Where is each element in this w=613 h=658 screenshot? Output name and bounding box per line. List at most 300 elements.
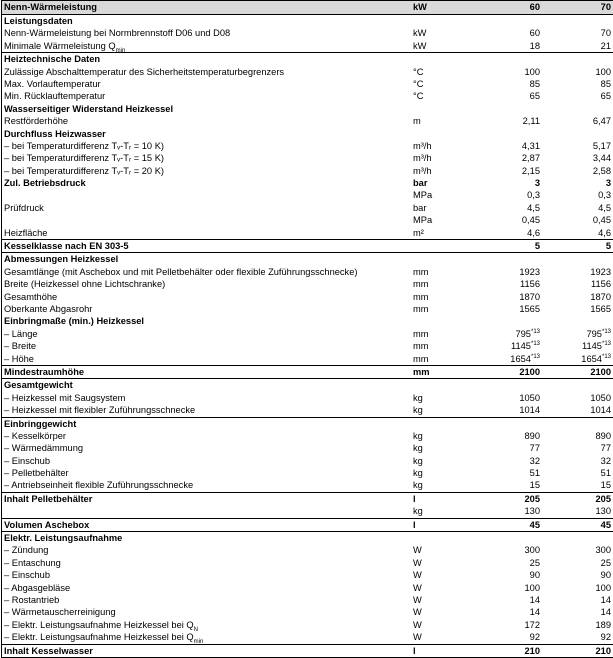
row-value-text: 210 <box>524 645 540 656</box>
row-value-text: 1014 <box>519 405 540 416</box>
row-label-subscript: min <box>115 47 126 53</box>
row-label <box>4 278 409 290</box>
section-title <box>4 128 409 140</box>
row-label-text: Inhalt Pelletbehälter <box>4 493 93 504</box>
row-label <box>4 291 409 303</box>
row-unit: MPa <box>413 190 433 201</box>
row-label-text: – Länge <box>4 328 38 339</box>
table-row <box>2 66 613 78</box>
row-label <box>4 479 409 491</box>
row-value-60 <box>530 569 540 581</box>
row-label-text: Leistungsdaten <box>4 16 73 26</box>
table-row <box>2 266 613 278</box>
row-value-text: 3,44 <box>592 153 611 164</box>
section-title <box>4 177 409 189</box>
table-row <box>2 430 613 442</box>
row-value-text: 14 <box>600 594 611 605</box>
row-value-text: 1565 <box>590 303 611 314</box>
table-row <box>2 239 613 252</box>
row-label-text: Zul. Betriebsdruck <box>4 178 86 189</box>
row-label <box>4 455 409 467</box>
row-label-text: Gesamthöhe <box>4 291 58 302</box>
row-label <box>4 202 409 214</box>
row-value-60 <box>522 152 540 164</box>
row-value-60 <box>527 227 540 239</box>
row-value-text: 130 <box>524 506 540 517</box>
row-value-footnote: *13 <box>530 341 540 348</box>
row-value-60 <box>511 340 540 352</box>
row-label-text: Prüfdruck <box>4 202 44 213</box>
row-value-70 <box>601 40 611 52</box>
row-unit: mm <box>413 266 429 277</box>
table-row <box>2 189 613 201</box>
row-value-70 <box>601 467 611 479</box>
row-value-text: 25 <box>600 557 611 568</box>
row-value-70 <box>590 366 611 378</box>
row-value-70 <box>606 240 611 252</box>
row-label <box>4 227 409 239</box>
row-label <box>4 569 409 581</box>
row-value-70 <box>581 353 611 365</box>
row-label <box>4 328 409 340</box>
row-label-text: – Elektr. Leistungsaufnahme Heizkessel bei Q <box>4 632 194 643</box>
table-row <box>2 152 613 164</box>
table-row <box>2 557 613 569</box>
table-row <box>2 165 613 177</box>
row-unit: m <box>413 116 421 127</box>
row-unit: l <box>413 519 416 530</box>
row-value-text: 1654 <box>581 353 602 364</box>
row-label-subscript: min <box>193 639 204 644</box>
section-title <box>4 103 409 115</box>
row-value-60 <box>530 519 540 531</box>
row-value-70 <box>590 404 611 416</box>
row-unit: m³/h <box>413 140 432 151</box>
row-value-text: 5 <box>534 241 540 252</box>
row-value-70 <box>601 78 611 90</box>
row-value-60 <box>515 328 540 340</box>
row-label <box>4 430 409 442</box>
row-value-text: 795 <box>586 328 602 339</box>
table-row <box>2 353 613 365</box>
row-value-70 <box>593 214 611 226</box>
row-value-text: 65 <box>529 91 540 102</box>
row-value-text: 85 <box>600 78 611 89</box>
row-unit: °C <box>413 66 424 77</box>
row-value-text: 1870 <box>590 291 611 302</box>
row-unit: kW <box>413 40 427 51</box>
row-value-60 <box>535 240 540 252</box>
row-label-text: Wasserseitiger Widerstand Heizkessel <box>4 103 174 114</box>
row-value-70 <box>593 140 611 152</box>
row-value-text: 14 <box>529 607 540 618</box>
table-row <box>2 442 613 454</box>
row-value-footnote: *13 <box>601 353 611 360</box>
table-row <box>2 492 613 505</box>
row-value-60 <box>520 278 540 290</box>
row-unit: mm <box>413 291 429 302</box>
row-value-text: 0,3 <box>527 190 540 201</box>
row-value-60 <box>524 430 540 442</box>
row-value-text: 1654 <box>510 353 531 364</box>
row-value-text: 0,3 <box>598 190 611 201</box>
row-value-70 <box>601 479 611 491</box>
row-value-70 <box>595 493 611 505</box>
row-value-text: 0,45 <box>592 215 611 226</box>
table-header-row <box>2 1 613 15</box>
row-value-text: 100 <box>524 66 540 77</box>
row-value-70 <box>601 455 611 467</box>
row-label-text: – Zündung <box>4 545 49 556</box>
row-value-text: 21 <box>600 40 611 51</box>
table-row <box>2 631 613 643</box>
row-label <box>4 140 409 152</box>
row-value-60 <box>530 442 540 454</box>
row-value-text: 1050 <box>519 392 540 403</box>
row-value-60 <box>524 645 540 657</box>
row-value-text: 172 <box>524 619 540 630</box>
row-value-text: 14 <box>529 594 540 605</box>
row-label <box>4 392 409 404</box>
row-value-70 <box>590 392 611 404</box>
header-unit: kW <box>413 2 427 12</box>
row-unit: mm <box>413 328 429 339</box>
row-value-text: 4,6 <box>527 227 540 238</box>
row-label-text: – bei Temperaturdifferenz Tᵥ-Tᵣ = 10 K) <box>4 140 164 151</box>
row-label <box>4 631 409 643</box>
table-row <box>2 505 613 517</box>
table-row <box>2 544 613 556</box>
row-value-text: 1156 <box>591 279 611 290</box>
row-label-text: – bei Temperaturdifferenz Tᵥ-Tᵣ = 15 K) <box>4 153 164 164</box>
row-label <box>4 404 409 416</box>
row-value-text: 1565 <box>519 303 540 314</box>
row-label-text: – Höhe <box>4 353 34 364</box>
row-label-text: Einbringgewicht <box>4 418 77 429</box>
row-label <box>4 340 409 352</box>
table-row <box>2 644 613 657</box>
row-value-text: 2,87 <box>521 153 540 164</box>
row-value-60 <box>530 479 540 491</box>
table-row <box>2 103 613 115</box>
row-value-text: 15 <box>600 480 611 491</box>
row-unit: kg <box>413 392 423 403</box>
row-value-text: 210 <box>595 645 611 656</box>
row-label-text: Minimale Wärmeleistung Q <box>4 40 116 51</box>
row-unit: MPa <box>413 215 433 226</box>
row-value-text: 32 <box>600 455 611 466</box>
row-value-60 <box>530 606 540 618</box>
row-label <box>4 115 409 127</box>
row-unit: mm <box>413 353 429 364</box>
row-label-text: – Abgasgebläse <box>4 582 71 593</box>
row-unit: l <box>413 493 416 504</box>
row-label <box>4 165 409 177</box>
section-title <box>4 418 409 430</box>
row-value-text: 189 <box>595 619 611 630</box>
row-unit: W <box>413 557 422 568</box>
row-value-60 <box>519 392 540 404</box>
row-label-text: – Rostantrieb <box>4 594 60 605</box>
row-label-text: – Heizkessel mit Saugsystem <box>4 392 126 403</box>
row-value-footnote: *13 <box>601 341 611 348</box>
row-value-text: 1145 <box>510 341 531 352</box>
row-value-60 <box>527 189 540 201</box>
row-value-70 <box>595 645 611 657</box>
row-value-text: 6,47 <box>592 116 611 127</box>
row-value-60 <box>524 619 540 631</box>
row-value-60 <box>524 505 540 517</box>
row-label <box>4 90 409 102</box>
row-label-subscript: N <box>193 626 198 632</box>
row-unit: kg <box>413 443 423 454</box>
row-value-70 <box>593 152 611 164</box>
row-label-text: – Kesselkörper <box>4 430 67 441</box>
row-value-text: 3 <box>605 178 611 189</box>
row-unit: kg <box>413 468 423 479</box>
row-value-text: 32 <box>529 455 540 466</box>
row-value-70 <box>606 177 611 189</box>
row-label-text: Gesamtlänge (mit Aschebox und mit Pelletbehälter oder flexible Zuführungsschnecke) <box>4 266 358 277</box>
row-value-text: 890 <box>524 430 540 441</box>
row-value-text: 300 <box>524 545 540 556</box>
row-label-text: Volumen Aschebox <box>4 519 90 530</box>
row-value-70 <box>595 582 611 594</box>
section-title <box>4 15 409 27</box>
row-value-60 <box>535 177 540 189</box>
row-label <box>4 303 409 315</box>
row-label-text: Zulässige Abschalttemperatur des Sicherheitstemperaturbegrenzers <box>4 66 285 77</box>
row-value-text: 45 <box>600 519 611 530</box>
row-unit: bar <box>413 202 427 213</box>
row-value-text: 51 <box>529 468 540 479</box>
row-value-text: 300 <box>595 545 611 556</box>
table-row <box>2 140 613 152</box>
table-row <box>2 115 613 127</box>
table-row <box>2 467 613 479</box>
row-value-text: 70 <box>600 28 611 39</box>
row-value-text: 1156 <box>520 279 540 290</box>
row-label-text: Kesselklasse nach EN 303-5 <box>4 241 129 252</box>
table-row <box>2 27 613 39</box>
row-value-text: 14 <box>600 607 611 618</box>
row-label-text: – Pelletbehälter <box>4 468 69 479</box>
row-value-text: 205 <box>595 493 611 504</box>
section-title <box>4 645 409 657</box>
row-label <box>4 353 409 365</box>
row-value-60 <box>519 303 540 315</box>
row-label <box>4 152 409 164</box>
header-label: Nenn-Wärmeleistung <box>4 2 97 12</box>
row-label-text: – bei Temperaturdifferenz Tᵥ-Tᵣ = 20 K) <box>4 165 164 176</box>
row-value-70 <box>598 202 611 214</box>
row-label <box>4 594 409 606</box>
row-label-text: Mindestraumhöhe <box>4 366 85 377</box>
table-row <box>2 202 613 214</box>
row-value-70 <box>595 505 611 517</box>
row-value-60 <box>522 165 540 177</box>
row-value-text: 25 <box>529 557 540 568</box>
table-body <box>2 15 613 657</box>
row-label-text: Einbringmaße (min.) Heizkessel <box>4 316 145 327</box>
row-value-text: 100 <box>595 66 611 77</box>
row-value-70 <box>590 303 611 315</box>
row-unit: m³/h <box>413 165 432 176</box>
row-value-text: 90 <box>529 570 540 581</box>
row-value-text: 3 <box>534 178 540 189</box>
row-unit: m² <box>413 227 424 238</box>
row-label-text: – Breite <box>4 341 37 352</box>
section-title <box>4 315 409 327</box>
row-label <box>4 619 409 631</box>
row-unit: °C <box>413 78 424 89</box>
row-value-70 <box>601 631 611 643</box>
table-row <box>2 378 613 391</box>
row-value-text: 100 <box>595 582 611 593</box>
row-value-60 <box>530 631 540 643</box>
row-value-70 <box>593 115 611 127</box>
row-value-60 <box>530 27 540 39</box>
row-value-60 <box>530 467 540 479</box>
row-value-text: 5 <box>605 241 611 252</box>
row-unit: W <box>413 582 422 593</box>
row-value-60 <box>522 140 540 152</box>
row-unit: kW <box>413 28 427 39</box>
row-unit: W <box>413 619 422 630</box>
table-row <box>2 278 613 290</box>
row-label-text: Min. Rücklauftemperatur <box>4 91 106 102</box>
row-label <box>4 467 409 479</box>
row-value-text: 1014 <box>590 405 611 416</box>
row-value-text: 60 <box>529 28 540 39</box>
row-value-text: 5,17 <box>592 140 611 151</box>
row-label <box>4 78 409 90</box>
row-value-footnote: *13 <box>530 328 540 335</box>
row-value-text: 90 <box>600 570 611 581</box>
row-value-60 <box>519 291 540 303</box>
row-value-60 <box>523 115 540 127</box>
row-label <box>4 27 409 39</box>
section-title <box>4 493 409 505</box>
row-value-70 <box>593 165 611 177</box>
row-label-text: Heizfläche <box>4 227 48 238</box>
row-label-text: – Elektr. Leistungsaufnahme Heizkessel bei Q <box>4 619 194 630</box>
table-row <box>2 455 613 467</box>
row-value-text: 4,6 <box>598 227 611 238</box>
row-label-text: Gesamtgewicht <box>4 380 73 391</box>
row-label <box>4 606 409 618</box>
row-value-60 <box>524 66 540 78</box>
row-label <box>4 442 409 454</box>
row-label-text: Durchfluss Heizwasser <box>4 128 106 139</box>
row-value-70 <box>601 557 611 569</box>
row-value-60 <box>530 40 540 52</box>
row-value-text: 130 <box>595 506 611 517</box>
table-row <box>2 291 613 303</box>
row-value-text: 0,45 <box>521 215 540 226</box>
table-row <box>2 227 613 239</box>
row-value-text: 2100 <box>519 366 540 377</box>
row-value-text: 85 <box>529 78 540 89</box>
row-label <box>4 582 409 594</box>
row-label <box>4 40 409 52</box>
row-label <box>4 544 409 556</box>
row-label <box>4 66 409 78</box>
row-unit: kg <box>413 405 423 416</box>
row-label-text: – Antriebseinheit flexible Zuführungsschnecke <box>4 480 194 491</box>
row-value-60 <box>530 557 540 569</box>
row-value-text: 77 <box>529 443 540 454</box>
row-unit: W <box>413 632 422 643</box>
section-title <box>4 253 409 265</box>
row-value-70 <box>590 291 611 303</box>
row-value-text: 1923 <box>519 266 540 277</box>
row-value-60 <box>530 594 540 606</box>
row-value-60 <box>519 404 540 416</box>
row-value-70 <box>590 266 611 278</box>
table-row <box>2 392 613 404</box>
section-title <box>4 519 409 531</box>
row-value-text: 2,11 <box>522 116 540 127</box>
table-row <box>2 214 613 226</box>
row-value-text: 890 <box>595 430 611 441</box>
row-value-60 <box>522 214 540 226</box>
row-value-text: 45 <box>529 519 540 530</box>
table-row <box>2 582 613 594</box>
row-unit: W <box>413 607 422 618</box>
row-unit: kg <box>413 455 423 466</box>
row-value-text: 1923 <box>590 266 611 277</box>
row-value-70 <box>595 619 611 631</box>
row-value-70 <box>598 189 611 201</box>
row-value-60 <box>519 366 540 378</box>
row-label-text: – Einschub <box>4 570 50 581</box>
row-value-text: 2100 <box>590 366 611 377</box>
row-value-60 <box>510 353 540 365</box>
row-label <box>4 557 409 569</box>
row-value-70 <box>601 442 611 454</box>
row-value-70 <box>595 544 611 556</box>
row-value-70 <box>601 90 611 102</box>
row-value-70 <box>601 519 611 531</box>
row-label-text: – Wärmetauscherreinigung <box>4 607 116 618</box>
row-value-60 <box>530 90 540 102</box>
row-label-text: – Entaschung <box>4 557 61 568</box>
row-value-70 <box>582 340 611 352</box>
section-title <box>4 53 409 65</box>
row-value-text: 18 <box>529 40 540 51</box>
row-label <box>4 266 409 278</box>
section-title <box>4 366 409 378</box>
row-value-70 <box>601 27 611 39</box>
header-value-60: 60 <box>529 2 540 12</box>
table-row <box>2 404 613 416</box>
row-label-text: Oberkante Abgasrohr <box>4 303 93 314</box>
table-row <box>2 569 613 581</box>
row-value-text: 795 <box>515 328 531 339</box>
row-value-text: 4,5 <box>527 202 540 213</box>
row-value-60 <box>524 582 540 594</box>
row-unit: mm <box>413 279 429 290</box>
row-value-text: 77 <box>600 443 611 454</box>
row-value-text: 4,5 <box>598 202 611 213</box>
row-value-60 <box>527 202 540 214</box>
table-row <box>2 340 613 352</box>
row-value-60 <box>519 266 540 278</box>
row-label-text: Nenn-Wärmeleistung bei Normbrennstoff D06 und D08 <box>4 28 231 39</box>
row-value-text: 1050 <box>590 392 611 403</box>
row-unit: W <box>413 594 422 605</box>
